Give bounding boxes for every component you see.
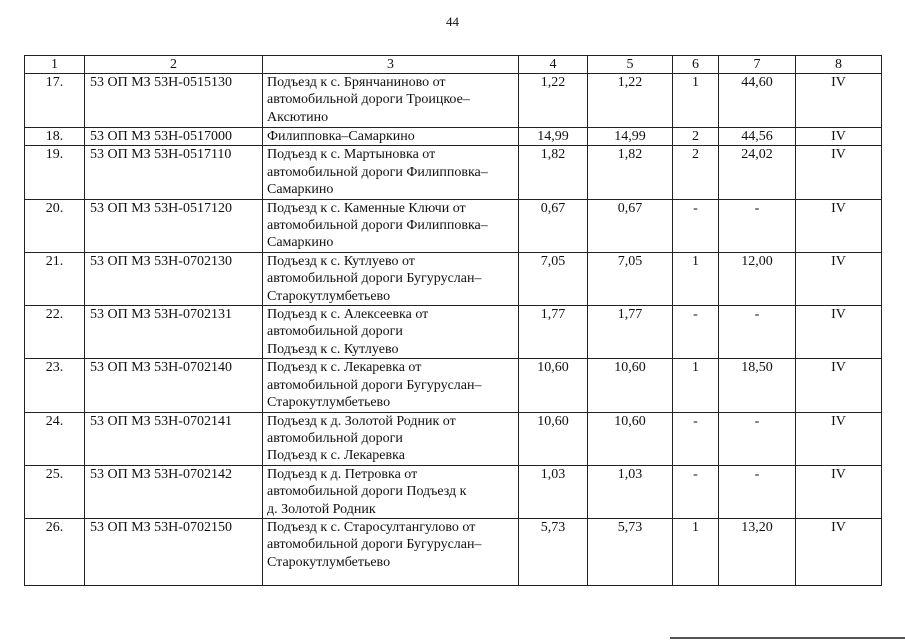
road-name-line: Подъезд к с. Брянчаниново от [267,75,446,90]
road-name-line: Филипповка–Самаркино [267,129,415,144]
road-name-line: Старокутлумбетьево [267,288,391,304]
category-col8: IV [796,74,882,128]
road-id: 53 ОП МЗ 53Н-0517110 [85,146,263,199]
value-col7: 18,50 [719,359,796,412]
road-name-line: Аксютино [267,109,329,125]
category-col8: IV [796,518,882,585]
row-number: 20. [25,199,85,252]
length-col4: 1,82 [519,146,588,199]
table-row [25,518,882,585]
lanes-col6: 2 [673,128,719,146]
road-name-line: автомобильной дороги Троицкое– [267,92,470,108]
value-col7: - [719,199,796,252]
value-col7: - [719,306,796,359]
road-name-line: автомобильной дороги Бугуруслан– [267,537,482,553]
road-name [263,306,519,359]
length-col5: 7,05 [588,252,673,305]
category-col8: IV [796,412,882,465]
lanes-col6: - [673,412,719,465]
value-col7: - [719,465,796,518]
length-col4: 0,67 [519,199,588,252]
column-header: 6 [673,56,719,74]
category-col8: IV [796,199,882,252]
value-col7: - [719,412,796,465]
road-id: 53 ОП МЗ 53Н-0702130 [85,252,263,305]
road-name-line: Подъезд к с. Алексеевка от [267,307,429,323]
road-name [263,359,519,412]
value-col7: 24,02 [719,146,796,199]
value-col7: 44,56 [719,128,796,146]
road-id: 53 ОП МЗ 53Н-0702140 [85,359,263,412]
lanes-col6: - [673,306,719,359]
length-col4: 10,60 [519,359,588,412]
row-number: 25. [25,465,85,518]
table-row [25,465,882,518]
category-col8: IV [796,465,882,518]
length-col5: 10,60 [588,412,673,465]
length-col5: 10,60 [588,359,673,412]
road-name-line: Старокутлумбетьево [267,395,391,411]
table-row [25,412,882,465]
road-name [263,74,519,128]
row-number: 24. [25,412,85,465]
road-name-line: Самаркино [267,182,334,198]
value-col7: 12,00 [719,252,796,305]
lanes-col6: 1 [673,74,719,128]
row-number: 23. [25,359,85,412]
category-col8: IV [796,146,882,199]
value-col7: 44,60 [719,74,796,128]
row-number: 19. [25,146,85,199]
column-header: 7 [719,56,796,74]
lanes-col6: 1 [673,252,719,305]
road-name-line: Подъезд к с. Каменные Ключи от [267,200,466,216]
lanes-col6: - [673,465,719,518]
length-col4: 1,03 [519,465,588,518]
category-col8: IV [796,252,882,305]
length-col4: 10,60 [519,412,588,465]
road-name [263,146,519,199]
road-name-line: Подъезд к с. Кутлуево от [267,253,415,269]
page-number: 44 [446,14,459,29]
row-number: 26. [25,518,85,585]
table-row [25,128,882,146]
road-name-line: Подъезд к с. Мартыновка от [267,147,436,163]
category-col8: IV [796,128,882,146]
road-name-line: Подъезд к с. Лекаревка [267,448,405,464]
road-id: 53 ОП МЗ 53Н-0515130 [85,74,263,128]
road-id: 53 ОП МЗ 53Н-0517120 [85,199,263,252]
length-col4: 1,22 [519,74,588,128]
road-name-line: Подъезд к д. Петровка от [267,466,418,482]
roads-table [24,55,882,586]
road-name-line: автомобильной дороги Подъезд к [267,484,467,500]
road-name-line: автомобильной дороги Филипповка– [267,218,488,234]
road-id: 53 ОП МЗ 53Н-0517000 [85,128,263,146]
length-col4: 5,73 [519,518,588,585]
footer-rule [670,637,905,639]
road-id: 53 ОП МЗ 53Н-0702131 [85,306,263,359]
value-col7: 13,20 [719,518,796,585]
lanes-col6: 2 [673,146,719,199]
length-col4: 7,05 [519,252,588,305]
road-name [263,412,519,465]
road-name [263,128,519,146]
road-name-line: автомобильной дороги Бугуруслан– [267,271,482,287]
column-header: 8 [796,56,882,74]
road-name-line: Старокутлумбетьево [267,554,391,570]
road-id: 53 ОП МЗ 53Н-0702142 [85,465,263,518]
row-number: 21. [25,252,85,305]
column-header: 2 [85,56,263,74]
table-row [25,359,882,412]
road-name-line: автомобильной дороги Филипповка– [267,164,488,180]
road-name-line: автомобильной дороги [267,430,403,446]
length-col5: 0,67 [588,199,673,252]
column-header: 4 [519,56,588,74]
length-col5: 1,77 [588,306,673,359]
road-name [263,252,519,305]
table-row [25,199,882,252]
road-name-line: Самаркино [267,235,334,251]
column-header: 5 [588,56,673,74]
lanes-col6: - [673,199,719,252]
category-col8: IV [796,306,882,359]
lanes-col6: 1 [673,359,719,412]
road-name-line: д. Золотой Родник [267,501,376,517]
column-header: 3 [263,56,519,74]
length-col5: 5,73 [588,518,673,585]
header-row [25,56,882,74]
length-col5: 1,03 [588,465,673,518]
length-col5: 1,22 [588,74,673,128]
table-row [25,252,882,305]
row-number: 18. [25,128,85,146]
road-id: 53 ОП МЗ 53Н-0702150 [85,518,263,585]
length-col4: 1,77 [519,306,588,359]
road-name-line: автомобильной дороги Бугуруслан– [267,377,482,393]
row-number: 17. [25,74,85,128]
table-row [25,74,882,128]
road-name-line: Подъезд к с. Лекаревка от [267,360,422,376]
road-name-line: Подъезд к д. Золотой Родник от [267,413,456,429]
road-name [263,199,519,252]
row-number: 22. [25,306,85,359]
road-name-line: Подъезд к с. Кутлуево [267,341,399,357]
lanes-col6: 1 [673,518,719,585]
length-col5: 14,99 [588,128,673,146]
category-col8: IV [796,359,882,412]
road-id: 53 ОП МЗ 53Н-0702141 [85,412,263,465]
road-name [263,518,519,585]
road-name-line: Подъезд к с. Старосултангулово от [267,519,476,535]
table-row [25,146,882,199]
length-col4: 14,99 [519,128,588,146]
column-header: 1 [25,56,85,74]
road-name-line: автомобильной дороги [267,324,403,340]
table-row [25,306,882,359]
road-name [263,465,519,518]
length-col5: 1,82 [588,146,673,199]
